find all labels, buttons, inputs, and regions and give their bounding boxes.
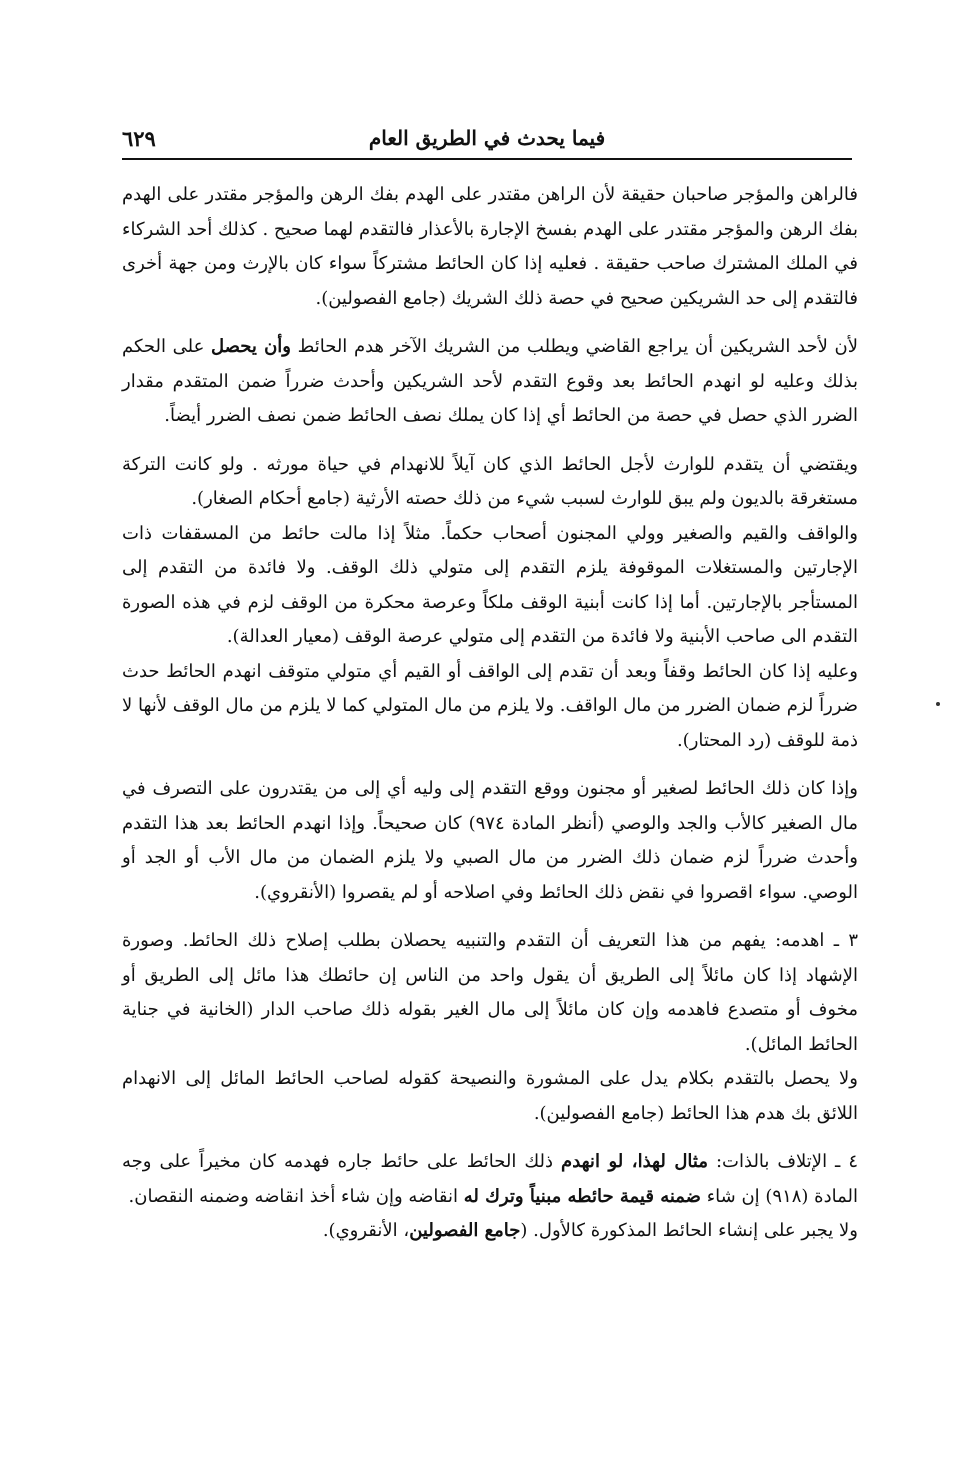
- paragraph-9-text-a: ٤ ـ الإتلاف بالذات:: [708, 1151, 858, 1172]
- paragraph-10: [122, 1214, 858, 1249]
- paragraph-2-text-c: على الحكم بذلك وعليه لو انهدم الحائط بعد وقوع التقدم لأحد الشريكين وأحدث ضرراً ضمن المتقدم مقدار الضرر الذي حصل في حصة من الحائط أي إذا كان يملك نصف الحائط ضمن نصف الضرر أيضاً.: [122, 336, 858, 426]
- paragraph-6: وإذا كان ذلك الحائط لصغير أو مجنون ووقع التقدم إلى وليه أي إلى من يقتدرون على التصرف في مال الصغير كالأب والجد والوصي (أنظر المادة ٩٧٤) كان صحيحاً. وإذا انهدم الحائط بعد هذا التقدم وأحدث ضرراً لزم ضمان ذلك الضرر من مال الصبي ولا يلزم الضمان من مال الأب أو الجد أو الوصي. سواء اقصروا في نقض ذلك الحائط وفي اصلاحه أو لم يقصروا (الأنقروي).: [122, 778, 858, 903]
- paragraph-5: وعليه إذا كان الحائط وقفاً وبعد أن تقدم إلى الواقف أو القيم أي متولي متوقف انهدم الحائط حدث ضرراً لزم ضمان الضرر من مال الواقف. ولا يلزم من مال المتولي كما لا يلزم من مال الوقف لأنها لا ذمة للوقف (رد المحتار).: [122, 660, 858, 751]
- paragraph-8: ولا يحصل بالتقدم بكلام يدل على المشورة والنصيحة كقوله لصاحب الحائط المائل إلى الانهدام اللائق بك هدم هذا الحائط (جامع الفصولين).: [122, 1068, 858, 1124]
- header-rule: [122, 158, 852, 160]
- paragraph-9-text-e: انقاضه وإن شاء أخذ انقاضه وضمنه النقصان.: [128, 1185, 464, 1207]
- paragraph-9: [122, 1145, 858, 1214]
- running-title: فيما يحدث في الطريق العام: [368, 126, 606, 150]
- paragraph-2-bold: وأن يحصل: [211, 336, 291, 357]
- paragraph-3: ويقتضي أن يتقدم للوارث لأجل الحائط الذي كان آيلاً للانهدام في حياة مورثه . ولو كانت التركة مستغرقة بالديون ولم يبق للوارث لسبب شيء من ذلك حصته الأرثية (جامع أحكام الصغار).: [122, 453, 858, 509]
- scan-speck: [936, 702, 940, 706]
- paragraph-10-text-a: ولا يجبر على إنشاء الحائط المذكورة كالأول. (: [520, 1220, 858, 1241]
- paragraph-1: فالراهن والمؤجر صاحبان حقيقة لأن الراهن مقتدر على الهدم بفك الرهن والمؤجر مقتدر على الهدم بفك الرهن والمؤجر مقتدر على الهدم بفسخ الإجارة بالأعذار فالتقدم لهما صحيح . كذلك أحد الشركاء في الملك المشترك صاحب حقيقة . فعليه إذا كان الحائط مشتركاً سواء كان بالإرث ومن جهة أخرى فالتقدم إلى حد الشريكين صحيح في حصة ذلك الشريك (جامع الفصولين).: [122, 184, 858, 309]
- page-body: [122, 178, 858, 1249]
- paragraph-7: ٣ ـ اهدمه: يفهم من هذا التعريف أن التقدم والتنبيه يحصلان بطلب إصلاح ذلك الحائط. وصورة الإشهاد إذا كان مائلاً إلى الطريق أن يقول واحد من الناس إن حائطك هذا مائل إلى الطريق أو مخوف أو متصدع فاهدمه وإن كان مائلاً إلى مال الغير بقوله ذلك صاحب الدار (الخانية في جناية الحائط المائل).: [122, 930, 858, 1055]
- paragraph-10-bold: جامع الفصولين: [409, 1220, 521, 1241]
- paragraph-2: [122, 330, 858, 434]
- page-header: [122, 126, 852, 160]
- paragraph-4: والواقف والقيم والصغير وولي المجنون أصحاب حكماً. مثلاً إذا مالت حائط من المسقفات ذات الإجارتين والمستغلات الموقوفة يلزم التقدم إلى متولي ذلك الوقف. ولا فائدة من التقدم إلى المستأجر بالإجارتين. أما إذا كانت أبنية الوقف ملكاً وعرصة محكرة من الوقف لزم في هذه الصورة التقدم الى صاحب الأبنية ولا فائدة من التقدم إلى متولي عرصة الوقف (معيار العدالة).: [122, 522, 858, 647]
- paragraph-2-text-a: لأن لأحد الشريكين أن يراجع القاضي ويطلب من الشريك الآخر هدم الحائط: [290, 336, 858, 357]
- paragraph-9-text-c: ذلك الحائط على حائط جاره فهدمه كان مخيراً على وجه المادة (٩١٨) إن شاء: [122, 1151, 858, 1207]
- paragraph-10-text-c: ، الأنقروي).: [322, 1220, 410, 1241]
- paragraph-9-bold-2: ضمنه قيمة حائطه مبنياً وترك له: [463, 1185, 701, 1207]
- paragraph-9-bold-1: مثال لهذا، لو انهدم: [561, 1151, 708, 1172]
- page-number: ٦٢٩: [122, 126, 156, 151]
